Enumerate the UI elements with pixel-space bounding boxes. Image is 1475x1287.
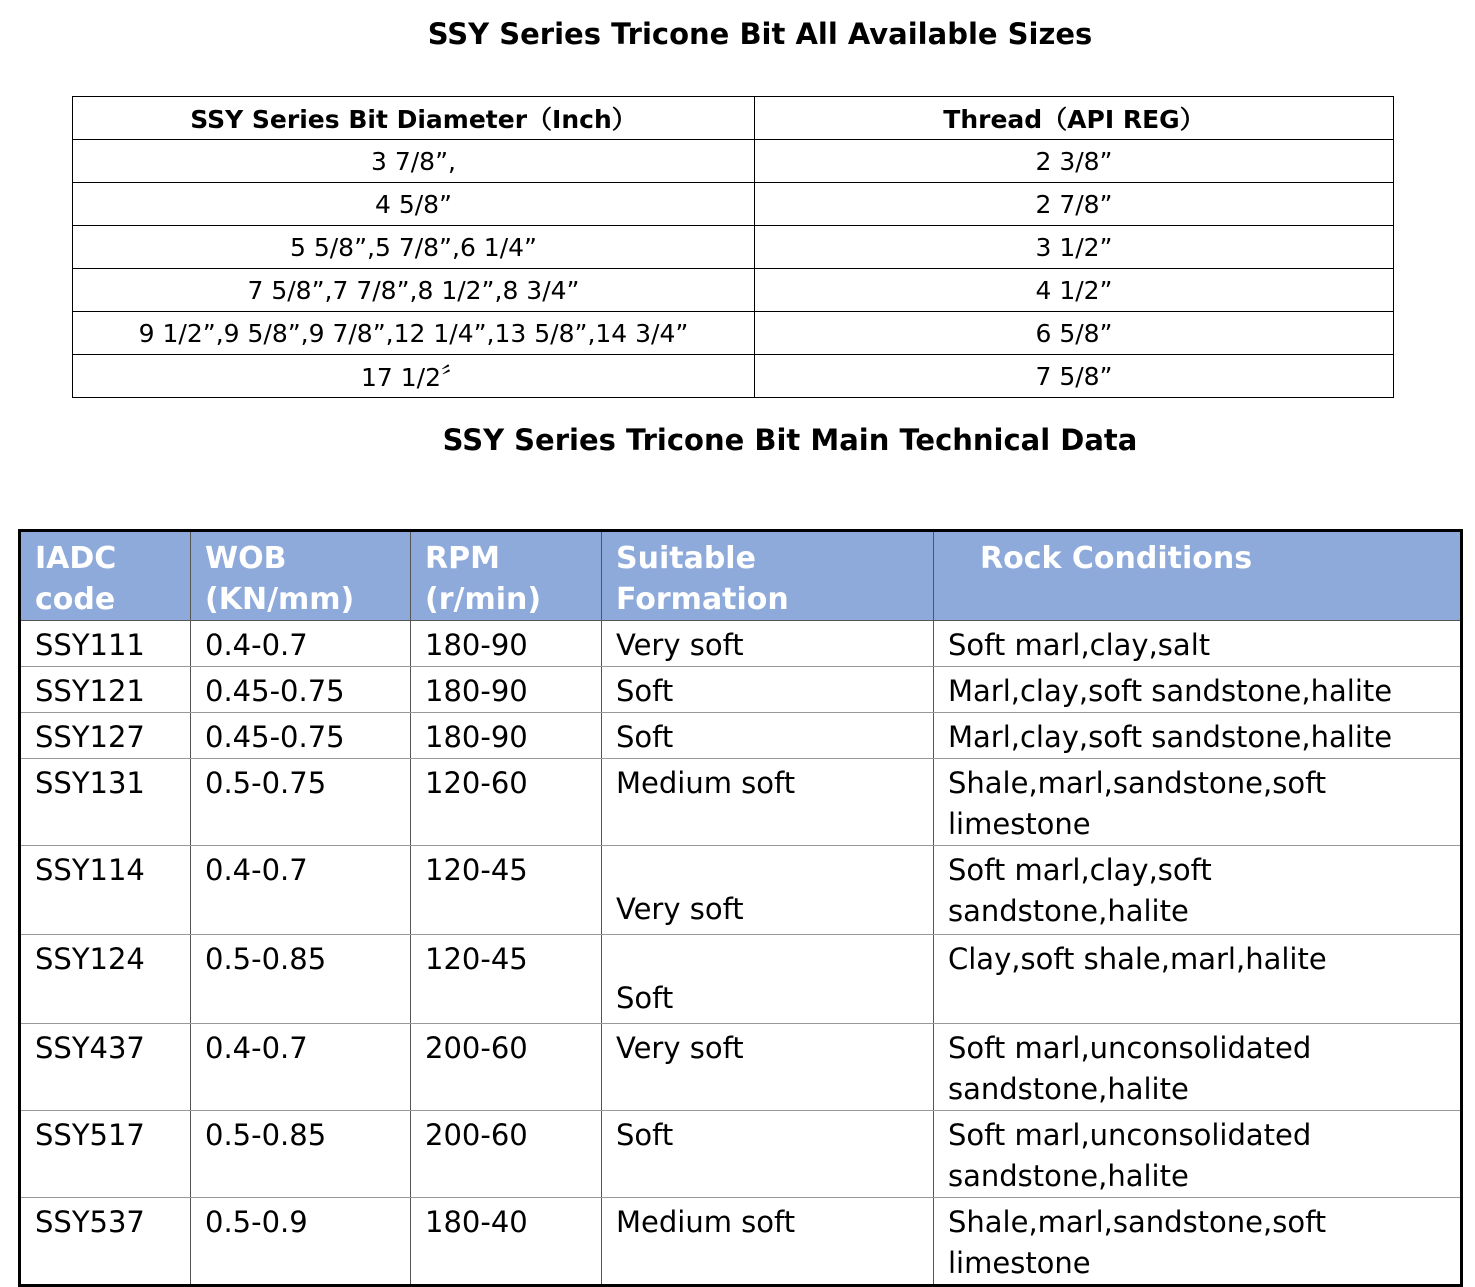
rpm-cell: 180-90 [411, 621, 602, 667]
diameter-cell: 9 1/2”,9 5/8”,9 7/8”,12 1/4”,13 5/8”,14 3/4” [73, 312, 755, 355]
table-row [20, 759, 1462, 846]
diameter-cell: 4 5/8” [73, 183, 755, 226]
wob-header: WOB (KN/mm) [191, 531, 411, 621]
wob-cell: 0.4-0.7 [191, 621, 411, 667]
diameter-cell: 3 7/8”, [73, 140, 755, 183]
thread-header: Thread（API REG） [755, 97, 1394, 140]
rpm-cell: 180-90 [411, 713, 602, 759]
diameter-header: SSY Series Bit Diameter（Inch） [73, 97, 755, 140]
iadc-cell: SSY127 [20, 713, 191, 759]
table-row [20, 621, 1462, 667]
rock-cell: Marl,clay,soft sandstone,halite [934, 667, 1462, 713]
wob-cell: 0.4-0.7 [191, 846, 411, 935]
rpm-header: RPM (r/min) [411, 531, 602, 621]
rpm-cell: 120-45 [411, 935, 602, 1024]
formation-cell: Medium soft [602, 759, 934, 846]
wob-cell: 0.45-0.75 [191, 667, 411, 713]
tech-header-row [20, 531, 1462, 621]
formation-cell: Medium soft [602, 1198, 934, 1286]
iadc-cell: SSY124 [20, 935, 191, 1024]
thread-cell: 6 5/8” [755, 312, 1394, 355]
thread-cell: 4 1/2” [755, 269, 1394, 312]
table-row [20, 1024, 1462, 1111]
rock-cell: Shale,marl,sandstone,soft limestone [934, 759, 1462, 846]
rock-cell: Clay,soft shale,marl,halite [934, 935, 1462, 1024]
rpm-cell: 120-45 [411, 846, 602, 935]
formation-cell: Very soft [602, 621, 934, 667]
formation-cell: Soft [602, 935, 934, 1024]
table-row [20, 846, 1462, 935]
iadc-cell: SSY111 [20, 621, 191, 667]
rock-cell: Shale,marl,sandstone,soft limestone [934, 1198, 1462, 1286]
rpm-cell: 120-60 [411, 759, 602, 846]
sizes-header-row [73, 97, 1394, 140]
rpm-cell: 180-90 [411, 667, 602, 713]
table-row [20, 713, 1462, 759]
iadc-cell: SSY537 [20, 1198, 191, 1286]
table-row [20, 935, 1462, 1024]
table-row [73, 312, 1394, 355]
formation-cell: Soft [602, 667, 934, 713]
wob-cell: 0.5-0.85 [191, 935, 411, 1024]
table-row [20, 1111, 1462, 1198]
iadc-header: IADC code [20, 531, 191, 621]
wob-cell: 0.5-0.9 [191, 1198, 411, 1286]
rock-header: Rock Conditions [934, 531, 1462, 621]
tech-table [18, 529, 1463, 1287]
iadc-cell: SSY121 [20, 667, 191, 713]
rock-cell: Soft marl,unconsolidated sandstone,halite [934, 1111, 1462, 1198]
table-row [73, 226, 1394, 269]
wob-cell: 0.5-0.75 [191, 759, 411, 846]
rock-cell: Soft marl,clay,salt [934, 621, 1462, 667]
iadc-cell: SSY114 [20, 846, 191, 935]
diameter-cell: 5 5/8”,5 7/8”,6 1/4” [73, 226, 755, 269]
thread-cell: 2 7/8” [755, 183, 1394, 226]
rock-cell: Soft marl,clay,soft sandstone,halite [934, 846, 1462, 935]
table-row [20, 667, 1462, 713]
table-row [73, 183, 1394, 226]
rpm-cell: 200-60 [411, 1111, 602, 1198]
formation-cell: Soft [602, 713, 934, 759]
iadc-cell: SSY517 [20, 1111, 191, 1198]
rpm-cell: 180-40 [411, 1198, 602, 1286]
tech-title: SSY Series Tricone Bit Main Technical Data [442, 423, 1138, 457]
table-row [73, 140, 1394, 183]
table-row [20, 1198, 1462, 1286]
thread-cell: 2 3/8” [755, 140, 1394, 183]
wob-cell: 0.45-0.75 [191, 713, 411, 759]
thread-cell: 3 1/2” [755, 226, 1394, 269]
rock-cell: Marl,clay,soft sandstone,halite [934, 713, 1462, 759]
iadc-cell: SSY437 [20, 1024, 191, 1111]
diameter-cell: 7 5/8”,7 7/8”,8 1/2”,8 3/4” [73, 269, 755, 312]
table-row [73, 355, 1394, 398]
diameter-cell: 17 1/2〞 [73, 355, 755, 398]
formation-header: Suitable Formation [602, 531, 934, 621]
wob-cell: 0.4-0.7 [191, 1024, 411, 1111]
wob-cell: 0.5-0.85 [191, 1111, 411, 1198]
formation-cell: Very soft [602, 1024, 934, 1111]
rpm-cell: 200-60 [411, 1024, 602, 1111]
formation-cell: Very soft [602, 846, 934, 935]
sizes-title: SSY Series Tricone Bit All Available Sizes [427, 17, 1093, 51]
iadc-cell: SSY131 [20, 759, 191, 846]
thread-cell: 7 5/8” [755, 355, 1394, 398]
formation-cell: Soft [602, 1111, 934, 1198]
table-row [73, 269, 1394, 312]
rock-cell: Soft marl,unconsolidated sandstone,halite [934, 1024, 1462, 1111]
sizes-table [72, 96, 1394, 398]
